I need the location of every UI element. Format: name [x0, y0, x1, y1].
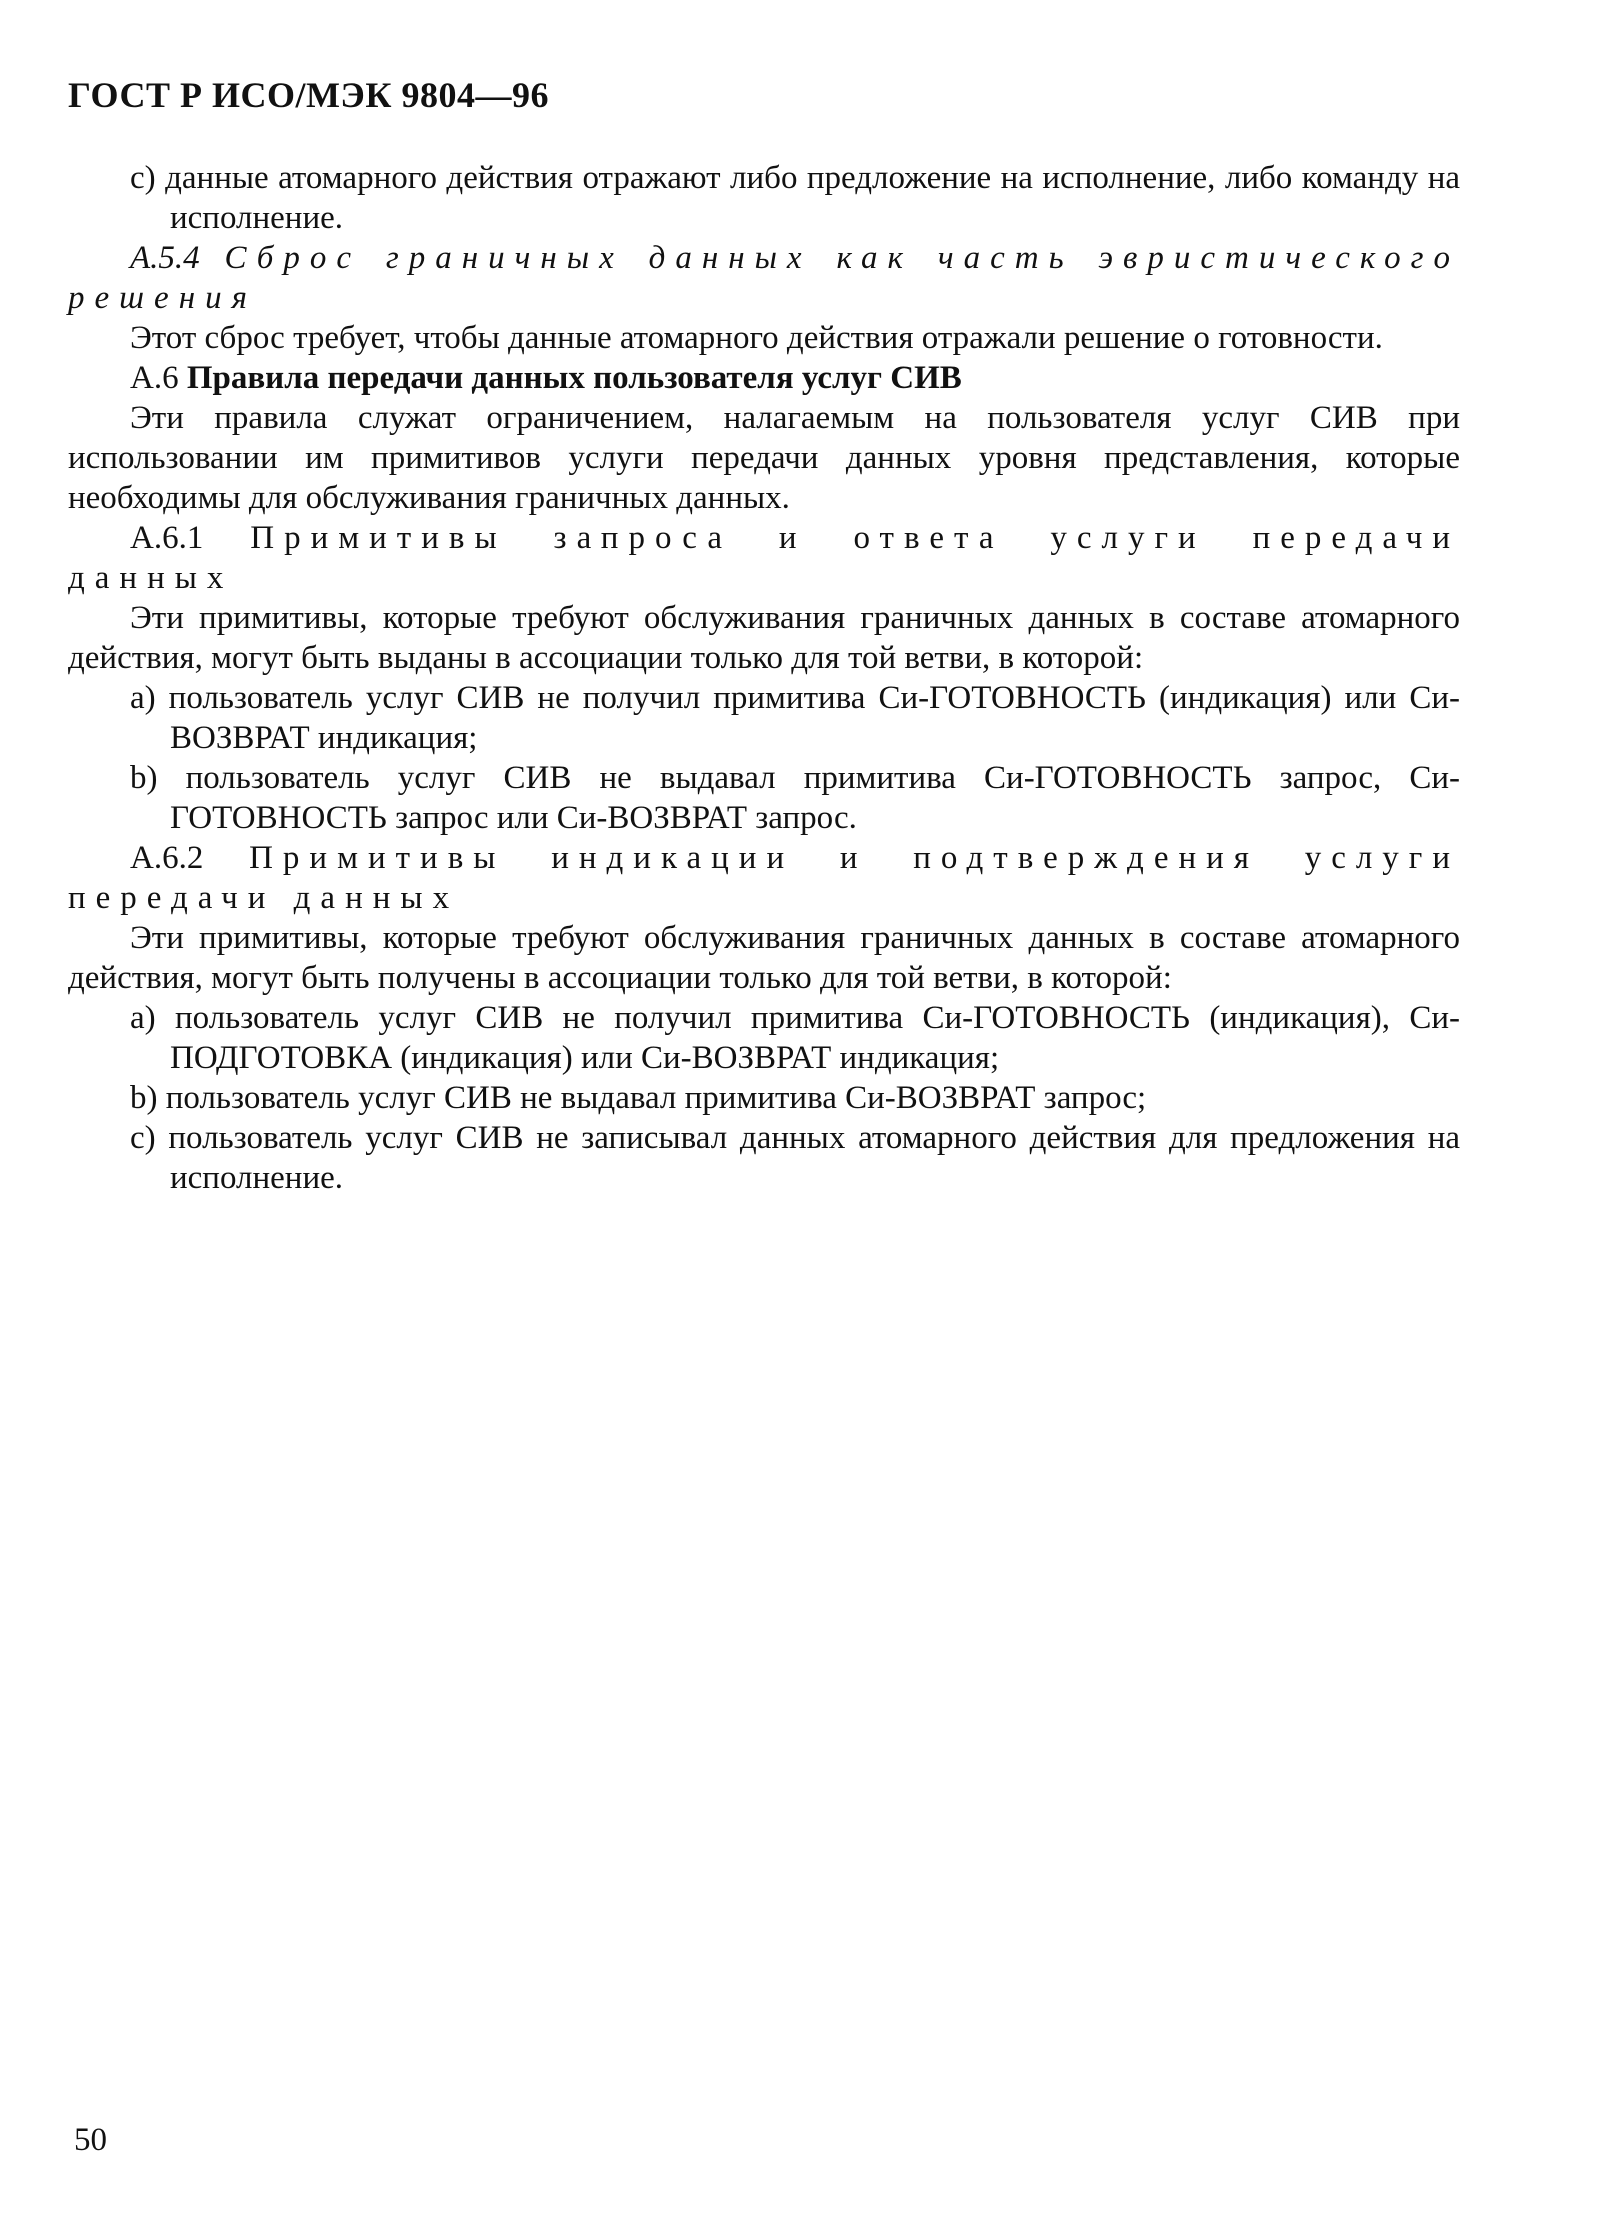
- section-number: А.6.2: [130, 840, 204, 876]
- list-item-b: b) пользователь услуг СИВ не выдавал примитива Си-ВОЗВРАТ запрос;: [130, 1080, 1147, 1116]
- document-header: ГОСТ Р ИСО/МЭК 9804—96: [68, 75, 549, 115]
- section-number: А.6: [130, 360, 179, 396]
- section-title: Сброс граничных данных как часть эвристического решения: [68, 240, 1460, 316]
- list-item-c: с) пользователь услуг СИВ не записывал данных атомарного действия для предложения на исполнение.: [130, 1120, 1460, 1196]
- paragraph: Эти примитивы, которые требуют обслуживания граничных данных в составе атомарного действия, могут быть получены в ассоциации только для той ветви, в которой:: [68, 920, 1460, 996]
- section-heading-a61: [68, 518, 1460, 598]
- paragraph: Эти правила служат ограничением, налагаемым на пользователя услуг СИВ при использовании им примитивов услуги передачи данных уровня представления, которые необходимы для обслуживания граничных данных.: [68, 400, 1460, 516]
- list-item-c: с) данные атомарного действия отражают либо предложение на исполнение, либо команду на исполнение.: [130, 160, 1460, 236]
- document-body: [68, 158, 1460, 1198]
- list-item-a: а) пользователь услуг СИВ не получил примитива Си-ГОТОВНОСТЬ (индикация), Си-ПОДГОТОВКА (индикация) или Си-ВОЗВРАТ индикация;: [130, 1000, 1460, 1076]
- section-heading-a6: [68, 358, 1460, 398]
- list-item-b: b) пользователь услуг СИВ не выдавал примитива Си-ГОТОВНОСТЬ запрос, Си-ГОТОВНОСТЬ запрос или Си-ВОЗВРАТ запрос.: [130, 760, 1460, 836]
- section-heading-a54: [68, 238, 1460, 318]
- page-number: 50: [74, 2122, 107, 2158]
- section-number: А.6.1: [130, 520, 204, 556]
- section-title: Правила передачи данных пользователя услуг СИВ: [186, 360, 962, 396]
- section-title: Примитивы запроса и ответа услуги передачи данных: [68, 520, 1460, 596]
- section-title: Примитивы индикации и подтверждения услуги передачи данных: [68, 840, 1461, 916]
- list-item-a: а) пользователь услуг СИВ не получил примитива Си-ГОТОВНОСТЬ (индикация) или Си-ВОЗВРАТ индикация;: [130, 680, 1460, 756]
- section-heading-a62: [68, 838, 1460, 918]
- paragraph: Эти примитивы, которые требуют обслуживания граничных данных в составе атомарного действия, могут быть выданы в ассоциации только для той ветви, в которой:: [68, 600, 1460, 676]
- paragraph: Этот сброс требует, чтобы данные атомарного действия отражали решение о готовности.: [130, 320, 1383, 356]
- section-number: А.5.4: [130, 240, 200, 276]
